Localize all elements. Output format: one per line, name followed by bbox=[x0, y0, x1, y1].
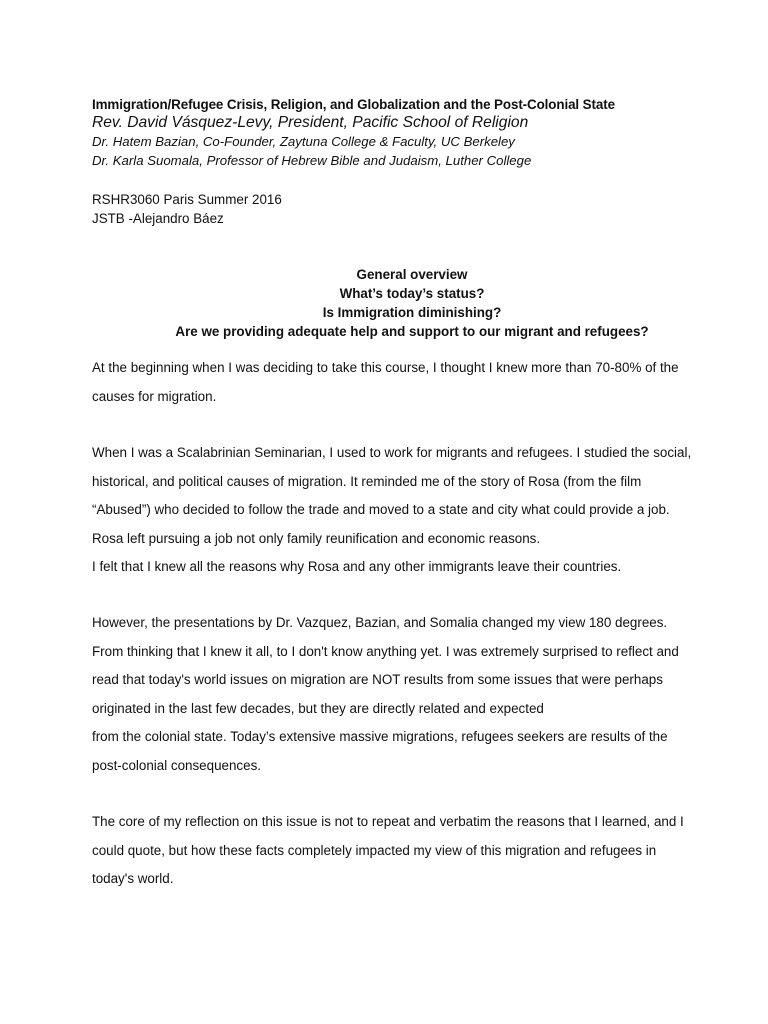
paragraph-2 bbox=[92, 439, 732, 582]
paragraph-3 bbox=[92, 609, 732, 780]
paragraph-line: Rosa left pursuing a job not only family reunification and economic reasons. bbox=[92, 530, 541, 546]
overview-line-support: Are we providing adequate help and support to our migrant and refugees? bbox=[175, 324, 649, 339]
paragraph-line: historical, and political causes of migration. It reminded me of the story of Rosa (from the film bbox=[92, 473, 642, 489]
paragraph-line: read that today's world issues on migration are NOT results from some issues that were perhaps bbox=[92, 672, 663, 687]
paragraph-line: could quote, but how these facts completely impacted my view of this migration and refugees in bbox=[92, 842, 657, 858]
paragraph-line: However, the presentations by Dr. Vazquez, Bazian, and Somalia changed my view 180 degrees. bbox=[92, 615, 668, 630]
overview-heading bbox=[92, 265, 732, 341]
paragraph-line: At the beginning when I was deciding to take this course, I thought I knew more than 70-80% of the bbox=[92, 360, 679, 375]
paragraph-line: from the colonial state. Today’s extensive massive migrations, refugees seekers are results of the bbox=[92, 729, 668, 744]
course-info bbox=[92, 190, 282, 228]
paragraph-line: today's world. bbox=[92, 871, 174, 886]
course-code: RSHR3060 Paris Summer 2016 bbox=[92, 192, 282, 207]
paragraph-line: post-colonial consequences. bbox=[92, 757, 261, 773]
speaker-suomala: Dr. Karla Suomala, Professor of Hebrew Bible and Judaism, Luther College bbox=[92, 153, 532, 168]
overview-line-general: General overview bbox=[356, 267, 468, 282]
document-title: Immigration/Refugee Crisis, Religion, and Globalization and the Post-Colonial State bbox=[92, 97, 615, 112]
overview-line-status: What’s today’s status? bbox=[339, 286, 485, 301]
paragraph-line: I felt that I knew all the reasons why Rosa and any other immigrants leave their countries. bbox=[92, 559, 622, 574]
paragraph-line: The core of my reflection on this issue is not to repeat and verbatim the reasons that I learned, and I bbox=[92, 814, 684, 829]
paragraph-1 bbox=[92, 354, 732, 411]
overview-line-diminishing: Is Immigration diminishing? bbox=[322, 305, 502, 320]
paragraph-line: causes for migration. bbox=[92, 388, 217, 404]
paragraph-line: “Abused”) who decided to follow the trade and moved to a state and city what could provide a job. bbox=[92, 502, 670, 517]
speaker-bazian: Dr. Hatem Bazian, Co-Founder, Zaytuna College & Faculty, UC Berkeley bbox=[92, 134, 515, 149]
document-header bbox=[92, 96, 732, 170]
paragraph-line: originated in the last few decades, but they are directly related and expected bbox=[92, 700, 544, 716]
paragraph-line: When I was a Scalabrinian Seminarian, I used to work for migrants and refugees. I studied the social, bbox=[92, 445, 692, 460]
student-name: JSTB -Alejandro Báez bbox=[92, 211, 224, 226]
paragraph-line: From thinking that I knew it all, to I don't know anything yet. I was extremely surprised to reflect and bbox=[92, 643, 679, 659]
paragraph-4 bbox=[92, 808, 732, 894]
speaker-vasquez-levy: Rev. David Vásquez-Levy, President, Pacific School of Religion bbox=[92, 114, 529, 131]
